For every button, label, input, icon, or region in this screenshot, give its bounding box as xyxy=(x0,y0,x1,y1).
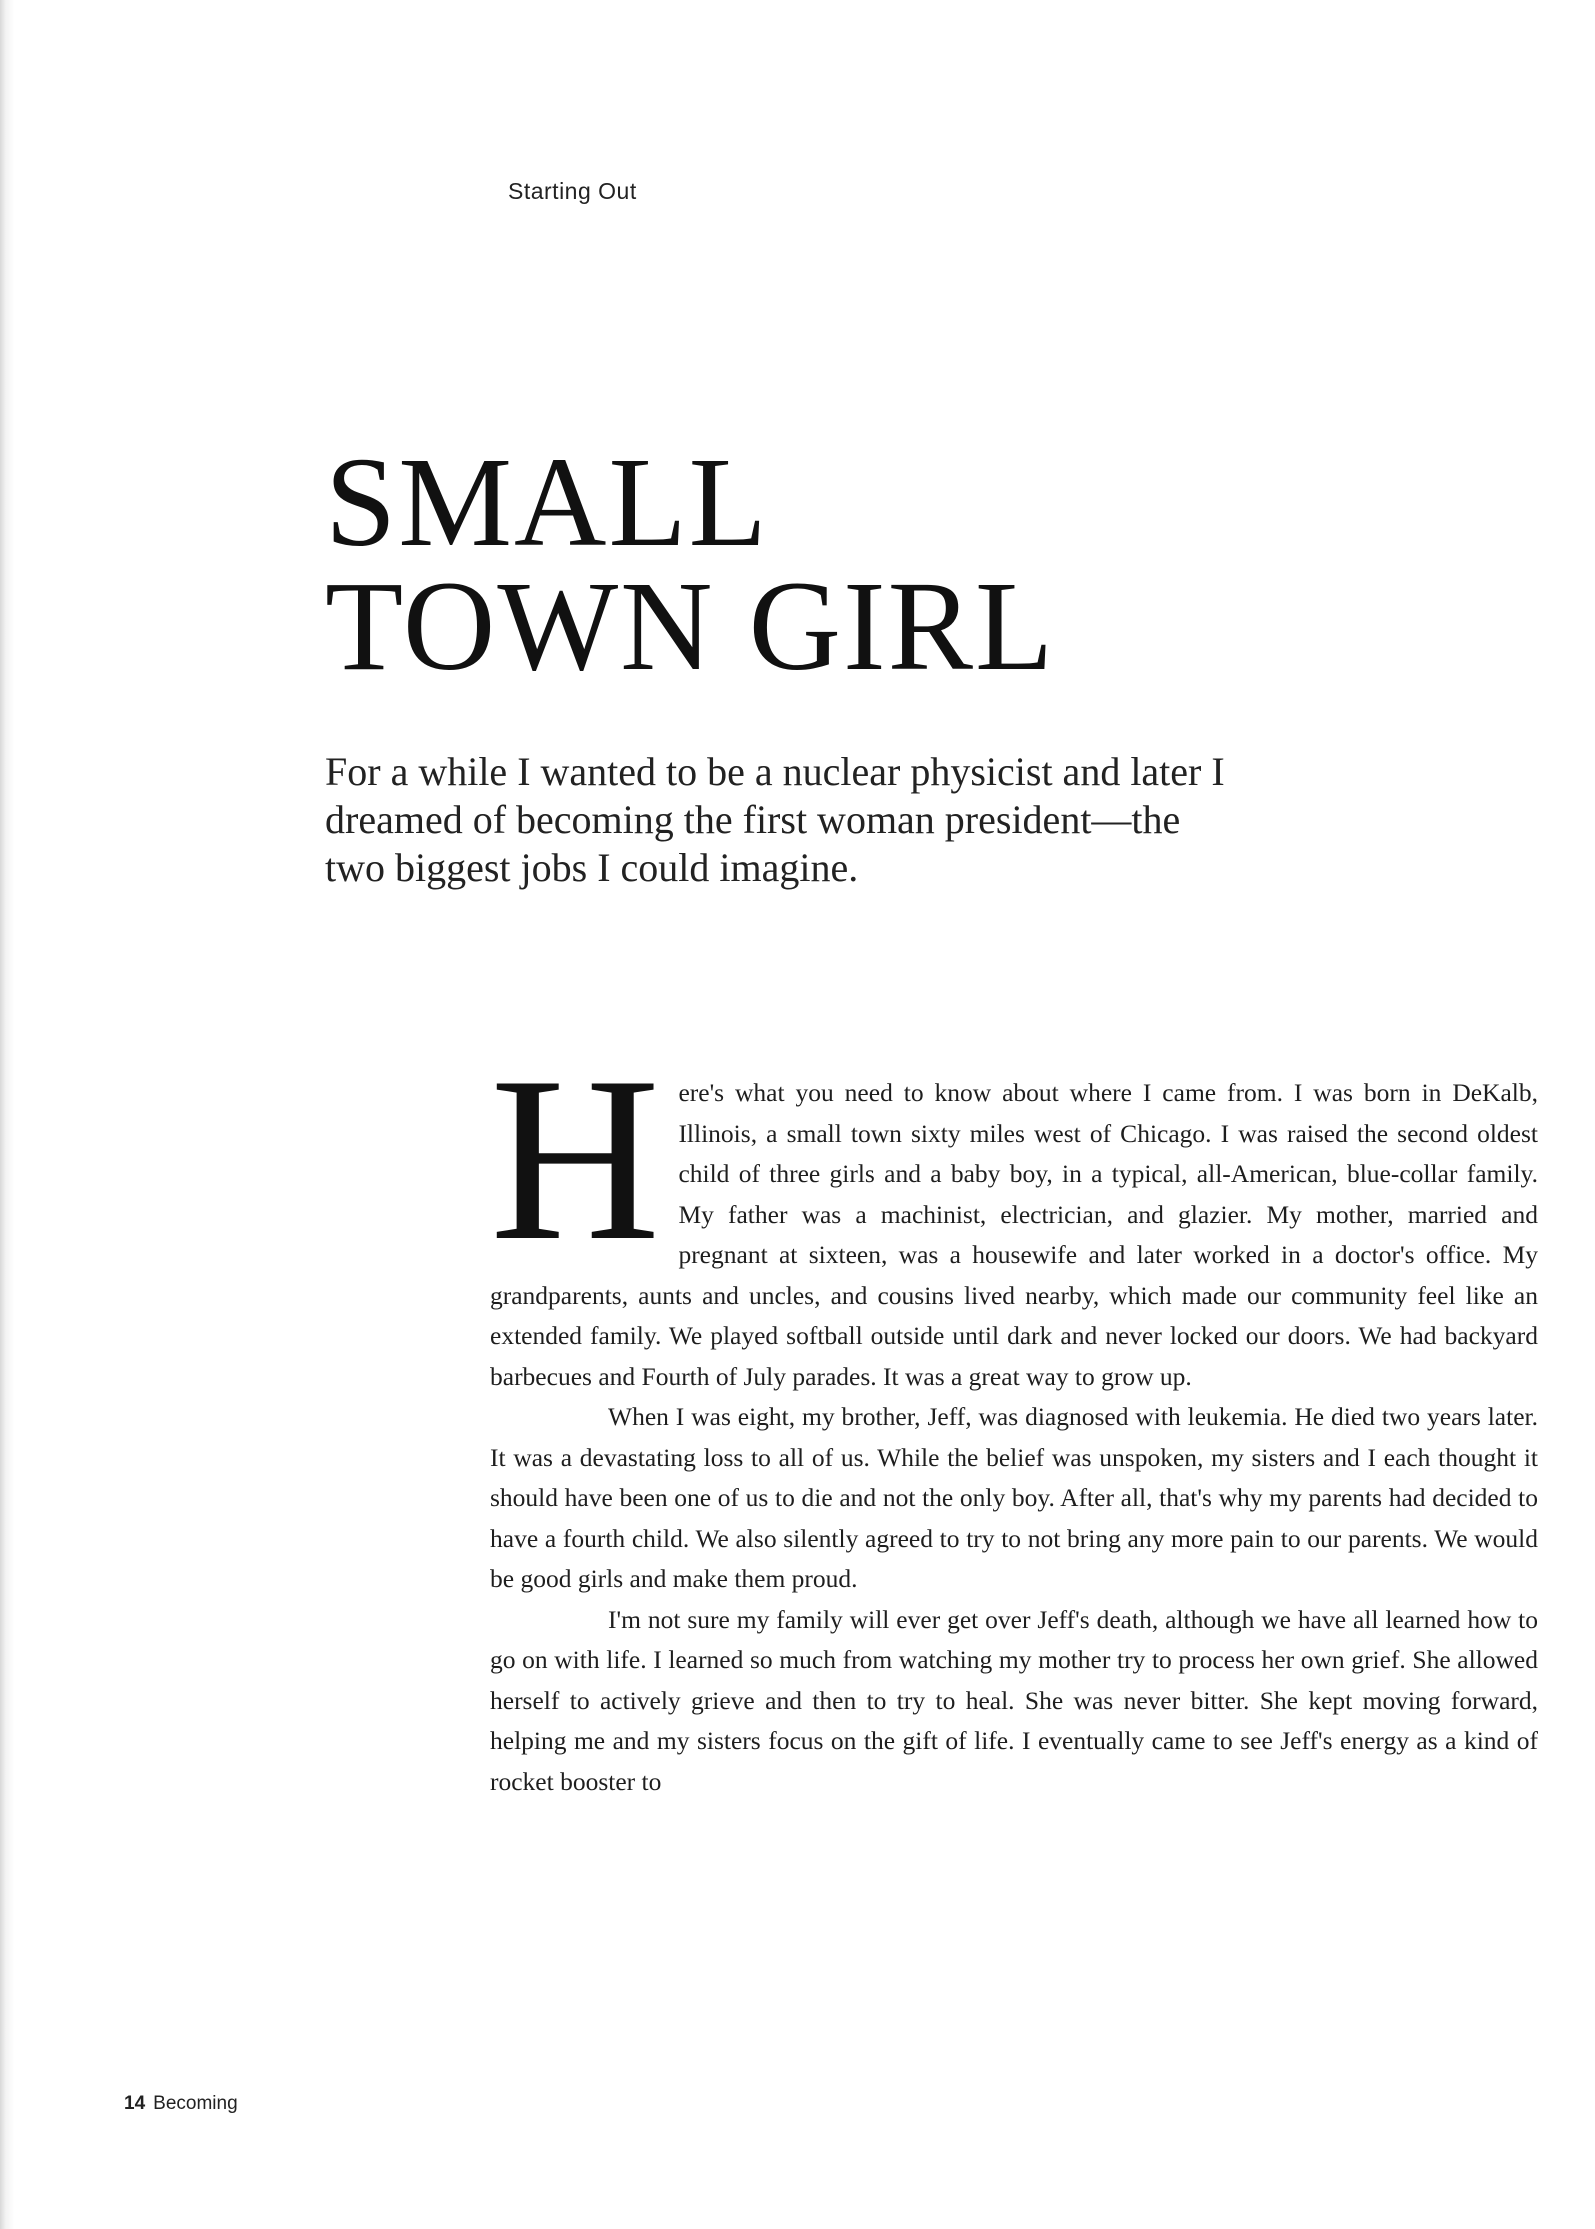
paragraph-1 xyxy=(490,1029,1538,1397)
paragraph-3: I'm not sure my family will ever get over Jeff's death, although we have all learned how to go on with life. I learned so much from watching my mother try to process her own grief. She allowed herself to actively grieve and then to try to heal. She was never bitter. She kept moving forward, helping me and my sisters focus on the gift of life. I eventually came to see Jeff's energy as a kind of rocket booster to xyxy=(490,1604,1538,1796)
publication-name: Becoming xyxy=(153,2093,238,2114)
drop-cap: H xyxy=(490,1029,661,1290)
article-body xyxy=(490,1029,1538,1802)
page-footer xyxy=(124,2093,238,2115)
paragraph-2: When I was eight, my brother, Jeff, was diagnosed with leukemia. He died two years later. It was a devastating loss to all of us. While the belief was unspoken, my sisters and I each thought it should have been one of us to die and not the only boy. After all, that's why my parents had decided to have a fourth child. We also silently agreed to try to not bring any more pain to our parents. We would be good girls and make them proud. xyxy=(490,1402,1538,1593)
page-binding-shadow xyxy=(0,0,14,2229)
page-number: 14 xyxy=(124,2093,146,2114)
title-line-2: TOWN GIRL xyxy=(325,555,1056,697)
section-label: Starting Out xyxy=(508,178,637,204)
article-dek: For a while I wanted to be a nuclear physicist and later I dreamed of becoming the first woman president—the two biggest jobs I could imagine. xyxy=(325,749,1225,890)
paragraph-1-text: ere's what you need to know about where I came from. I was born in DeKalb, Illinois, a small town sixty miles west of Chicago. I was raised the second oldest child of three girls and a baby boy, in a typical, all-American, blue-collar family. My father was a machinist, electrician, and glazier. My mother, married and pregnant at sixteen, was a housewife and later worked in a doctor's office. My grandparents, aunts and uncles, and cousins lived nearby, which made our community feel like an extended family. We played softball outside until dark and never locked our doors. We had backyard barbecues and Fourth of July parades. It was a great way to grow up. xyxy=(490,1078,1538,1391)
title-line-1: SMALL xyxy=(325,431,769,573)
article-title xyxy=(325,431,1225,697)
